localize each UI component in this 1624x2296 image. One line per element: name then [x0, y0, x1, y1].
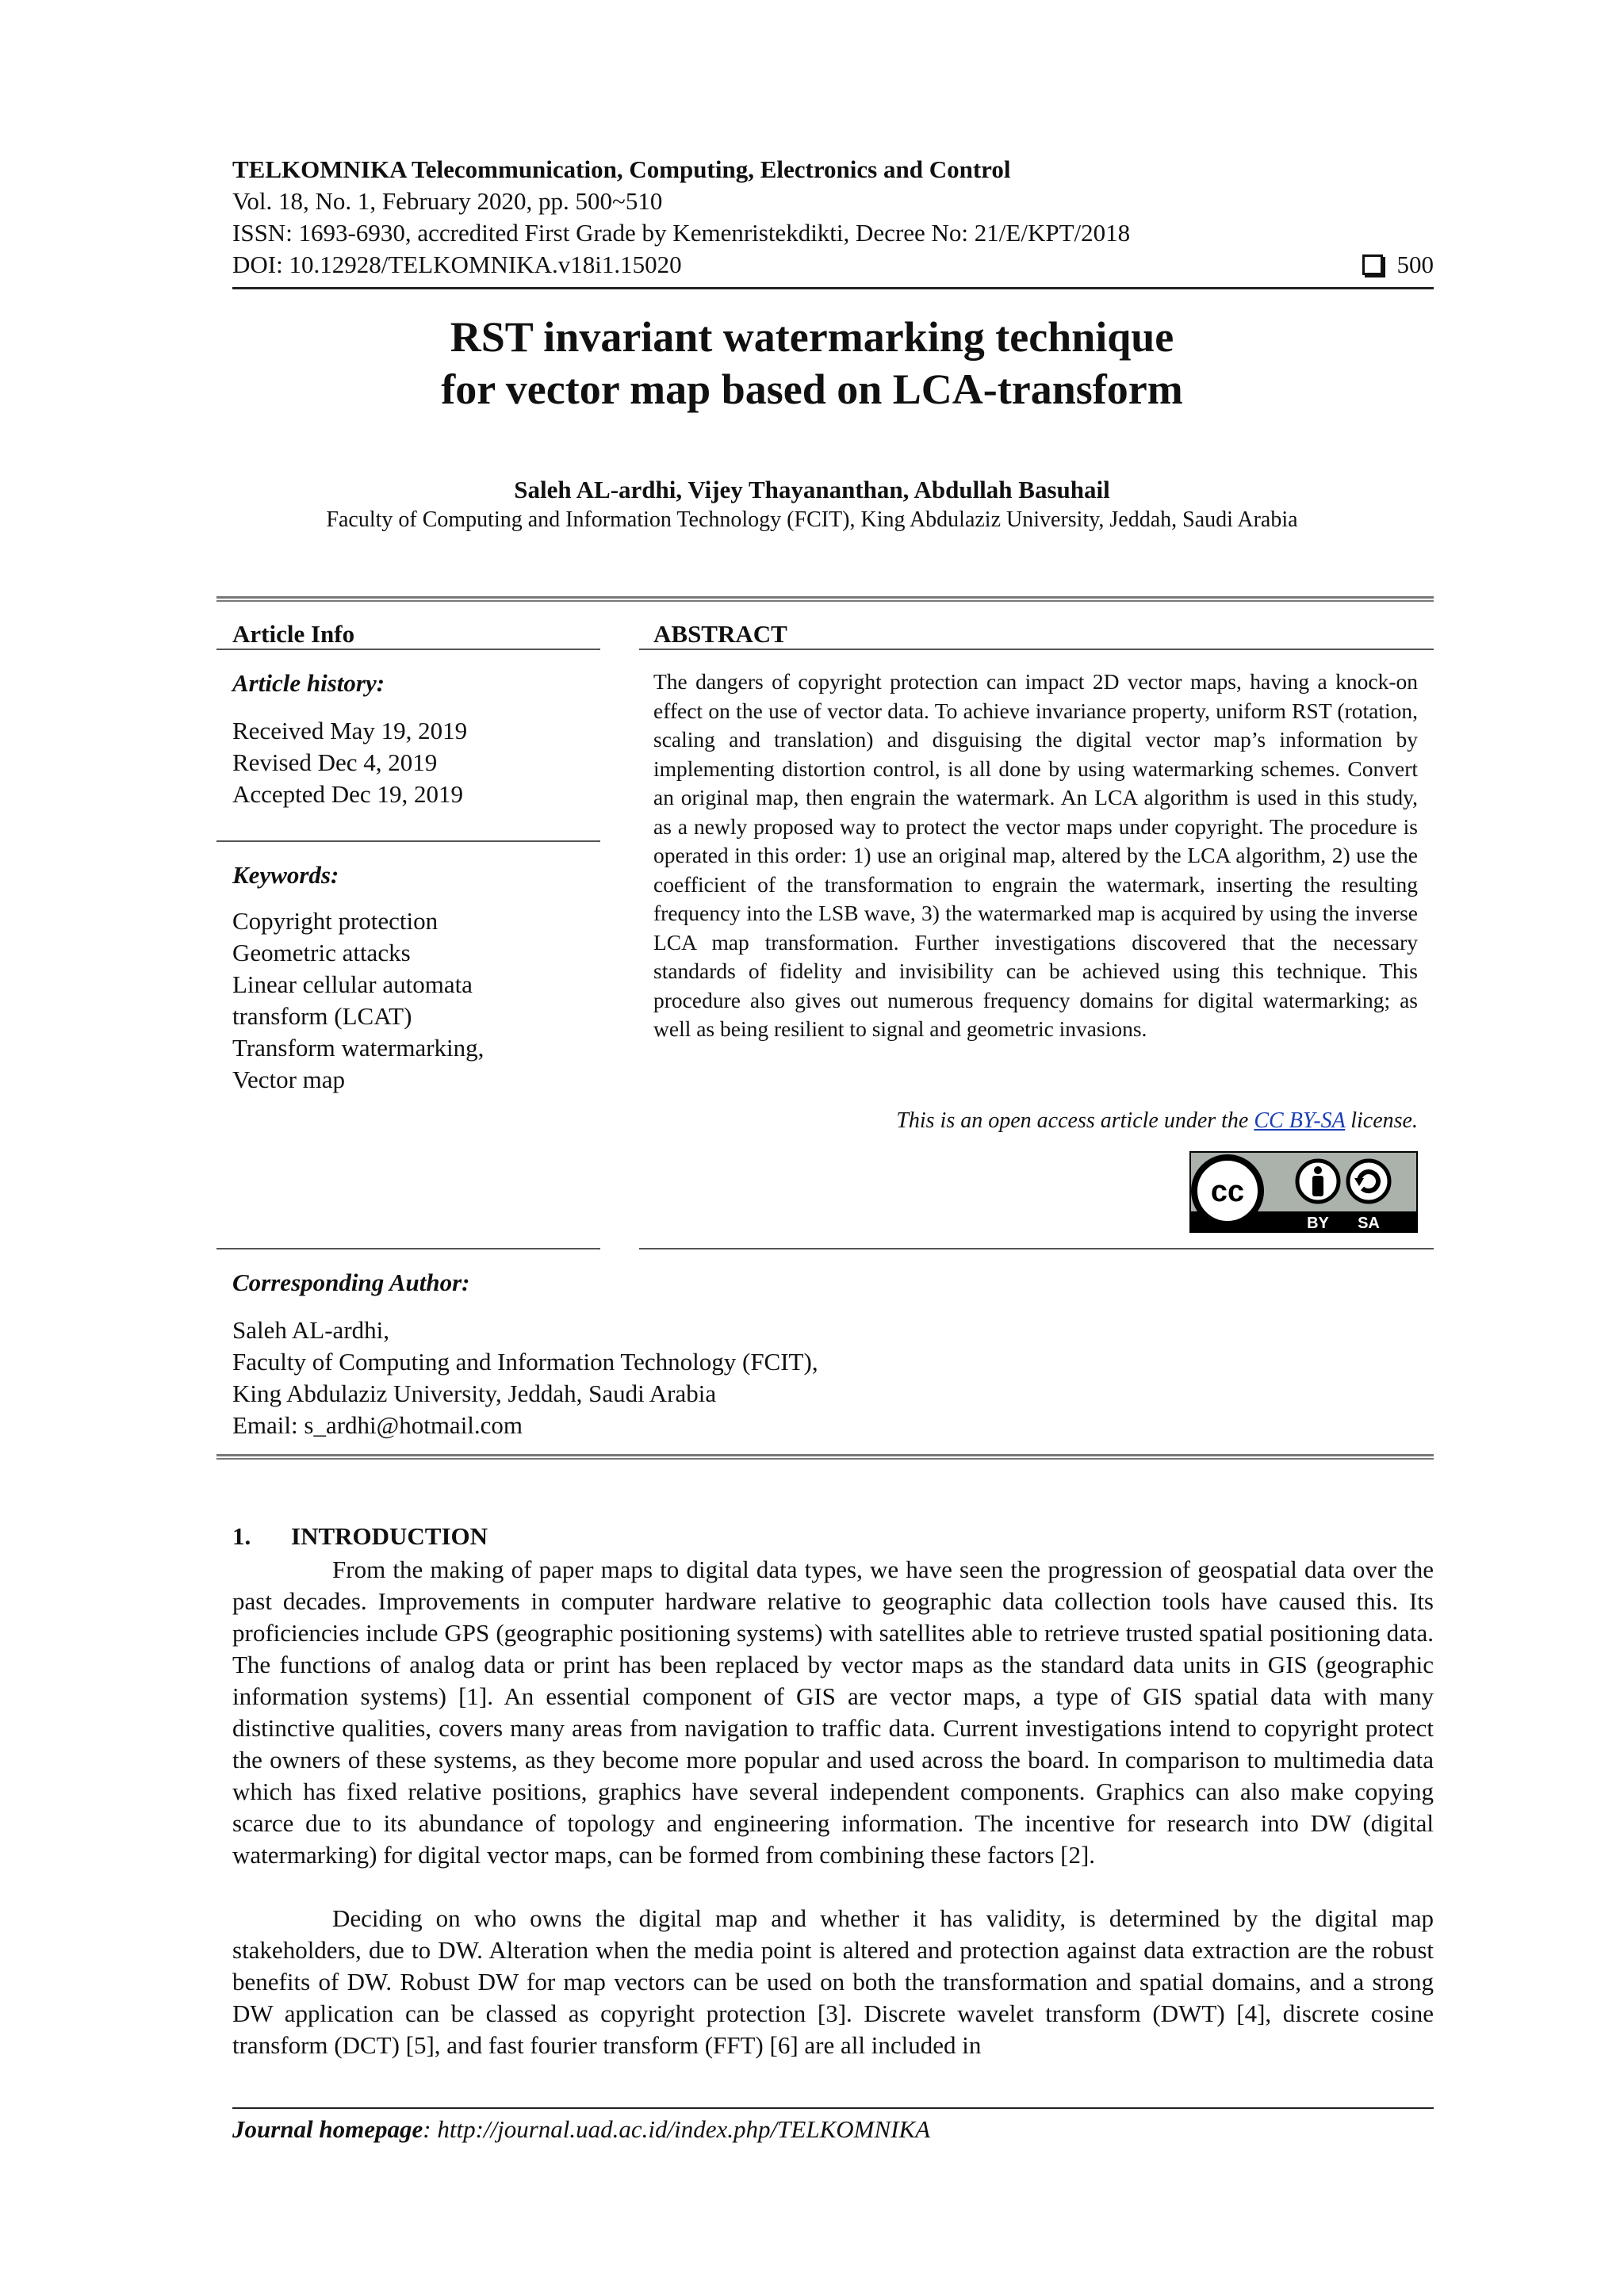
issn-info: ISSN: 1693-6930, accredited First Grade by Kemenristekdikti, Decree No: 21/E/KPT/2018 [232, 219, 1131, 247]
section-number: 1. [232, 1522, 251, 1550]
page-number [1362, 251, 1434, 279]
section-heading-introduction [232, 1522, 488, 1551]
corresponding-email: Email: s_ardhi@hotmail.com [232, 1411, 523, 1439]
page-number-value: 500 [1396, 251, 1434, 278]
abstract-heading: ABSTRACT [653, 620, 787, 648]
homepage-label: Journal homepage [232, 2115, 423, 2143]
journal-homepage [232, 2115, 930, 2144]
history-received: Received May 19, 2019 [232, 717, 468, 744]
paper-title [0, 311, 1624, 415]
license-suffix: license. [1345, 1108, 1418, 1133]
affiliation: Faculty of Computing and Information Technology (FCIT), King Abdulaziz University, Jeddah, Saudi Arabia [326, 507, 1298, 532]
title-line-1: RST invariant watermarking technique [450, 313, 1174, 361]
keyword-item: Transform watermarking, [232, 1034, 485, 1062]
info-top-rule [216, 596, 1434, 602]
cc-by-sa-badge [1189, 1151, 1418, 1233]
keyword-item: Vector map [232, 1066, 346, 1093]
corresponding-heading: Corresponding Author: [232, 1269, 470, 1296]
homepage-url[interactable]: : http://journal.uad.ac.id/index.php/TELKOMNIKA [423, 2115, 931, 2143]
corresponding-name: Saleh AL-ardhi, [232, 1316, 390, 1344]
share-alike-icon [1348, 1161, 1389, 1202]
cc-icon [1194, 1158, 1261, 1224]
authors: Saleh AL-ardhi, Vijey Thayananthan, Abdullah Basuhail [514, 476, 1110, 503]
license-statement [896, 1108, 1418, 1134]
footer-rule [232, 2107, 1434, 2109]
svg-text:cc: cc [1210, 1175, 1245, 1208]
corresponding-faculty: Faculty of Computing and Information Technology (FCIT), [232, 1348, 818, 1376]
abstract-rule [639, 649, 1434, 650]
corresponding-university: King Abdulaziz University, Jeddah, Saudi Arabia [232, 1380, 717, 1407]
keywords-heading: Keywords: [232, 861, 339, 889]
keyword-item: Geometric attacks [232, 939, 411, 966]
license-prefix: This is an open access article under the [896, 1108, 1254, 1133]
article-info-rule [216, 649, 600, 650]
doi-info: DOI: 10.12928/TELKOMNIKA.v18i1.15020 [232, 251, 682, 278]
info-bottom-rule-left [216, 1248, 600, 1249]
badge-by-label: BY [1307, 1215, 1329, 1232]
license-link[interactable]: CC BY-SA [1254, 1108, 1346, 1133]
article-info-heading: Article Info [232, 620, 355, 648]
section-title: INTRODUCTION [291, 1522, 488, 1550]
keywords-list [232, 905, 484, 1096]
title-line-2: for vector map based on LCA-transform [441, 365, 1183, 413]
keywords-rule [216, 840, 600, 842]
history-list [232, 715, 467, 810]
badge-sa-label: SA [1358, 1215, 1380, 1232]
journal-name: TELKOMNIKA Telecommunication, Computing, Electronics and Control [232, 155, 1011, 183]
volume-info: Vol. 18, No. 1, February 2020, pp. 500~510 [232, 187, 663, 215]
info-bottom-rule-right [639, 1248, 1434, 1249]
corresponding-details [232, 1314, 818, 1441]
info-closing-rule [216, 1454, 1434, 1460]
square-bullet-icon [1362, 254, 1383, 275]
attribution-icon [1297, 1161, 1339, 1202]
body-paragraph: From the making of paper maps to digital data types, we have seen the progression of geospatial data over the past decades. Improvements in computer hardware relative to geographic data collection tools have caused this. Its proficiencies include GPS (geographic positioning systems) with satellites able to retrieve trusted spatial positioning data. The functions of analog data or print has been replaced by vector maps as the standard data units in GIS (geographic information systems) [1]. An essential component of GIS are vector maps, a type of GIS spatial data with many distinctive qualities, covers many areas from navigation to traffic data. Current investigations intend to copyright protect the owners of these systems, as they become more popular and used across the board. In comparison to multimedia data which has fixed relative positions, graphics have several independent components. Graphics can also make copying scarce due to its abundance of topology and engineering information. The incentive for research into DW (digital watermarking) for digital vector maps, can be formed from combining these factors [2]. [232, 1556, 1434, 1869]
abstract-text: The dangers of copyright protection can impact 2D vector maps, having a knock-on effect on the use of vector data. To achieve invariance property, uniform RST (rotation, scaling and translation) and disguising the digital vector map’s information by implementing distortion control, is all done by using watermarking schemes. Convert an original map, then engrain the watermark. An LCA algorithm is used in this study, as a newly proposed way to protect the vector maps under copyright. The procedure is operated in this order: 1) use an original map, altered by the LCA algorithm, 2) use the coefficient of the transformation to engrain the watermark, inserting the resulting frequency into the LSB wave, 3) the watermarked map is acquired by using the inverse LCA map transformation. Further investigations discovered that the necessary standards of fidelity and invisibility can be achieved using this technique. This procedure also gives out numerous frequency domains for digital watermarking; as well as being resilient to signal and geometric invasions. [653, 669, 1418, 1041]
body-paragraph: Deciding on who owns the digital map and whether it has validity, is determined by the digital map stakeholders, due to DW. Alteration when the media point is altered and protection against data extraction are the robust benefits of DW. Robust DW for map vectors can be used on both the transformation and spatial domains, and a strong DW application can be classed as copyright protection [3]. Discrete wavelet transform (DWT) [4], discrete cosine transform (DCT) [5], and fast fourier transform (FFT) [6] are all included in [232, 1904, 1434, 2059]
header-rule [232, 287, 1434, 289]
history-heading: Article history: [232, 669, 385, 697]
history-accepted: Accepted Dec 19, 2019 [232, 780, 463, 808]
keyword-item: Linear cellular automata [232, 970, 473, 998]
keyword-item: transform (LCAT) [232, 1002, 412, 1030]
keyword-item: Copyright protection [232, 907, 439, 935]
history-revised: Revised Dec 4, 2019 [232, 748, 438, 776]
